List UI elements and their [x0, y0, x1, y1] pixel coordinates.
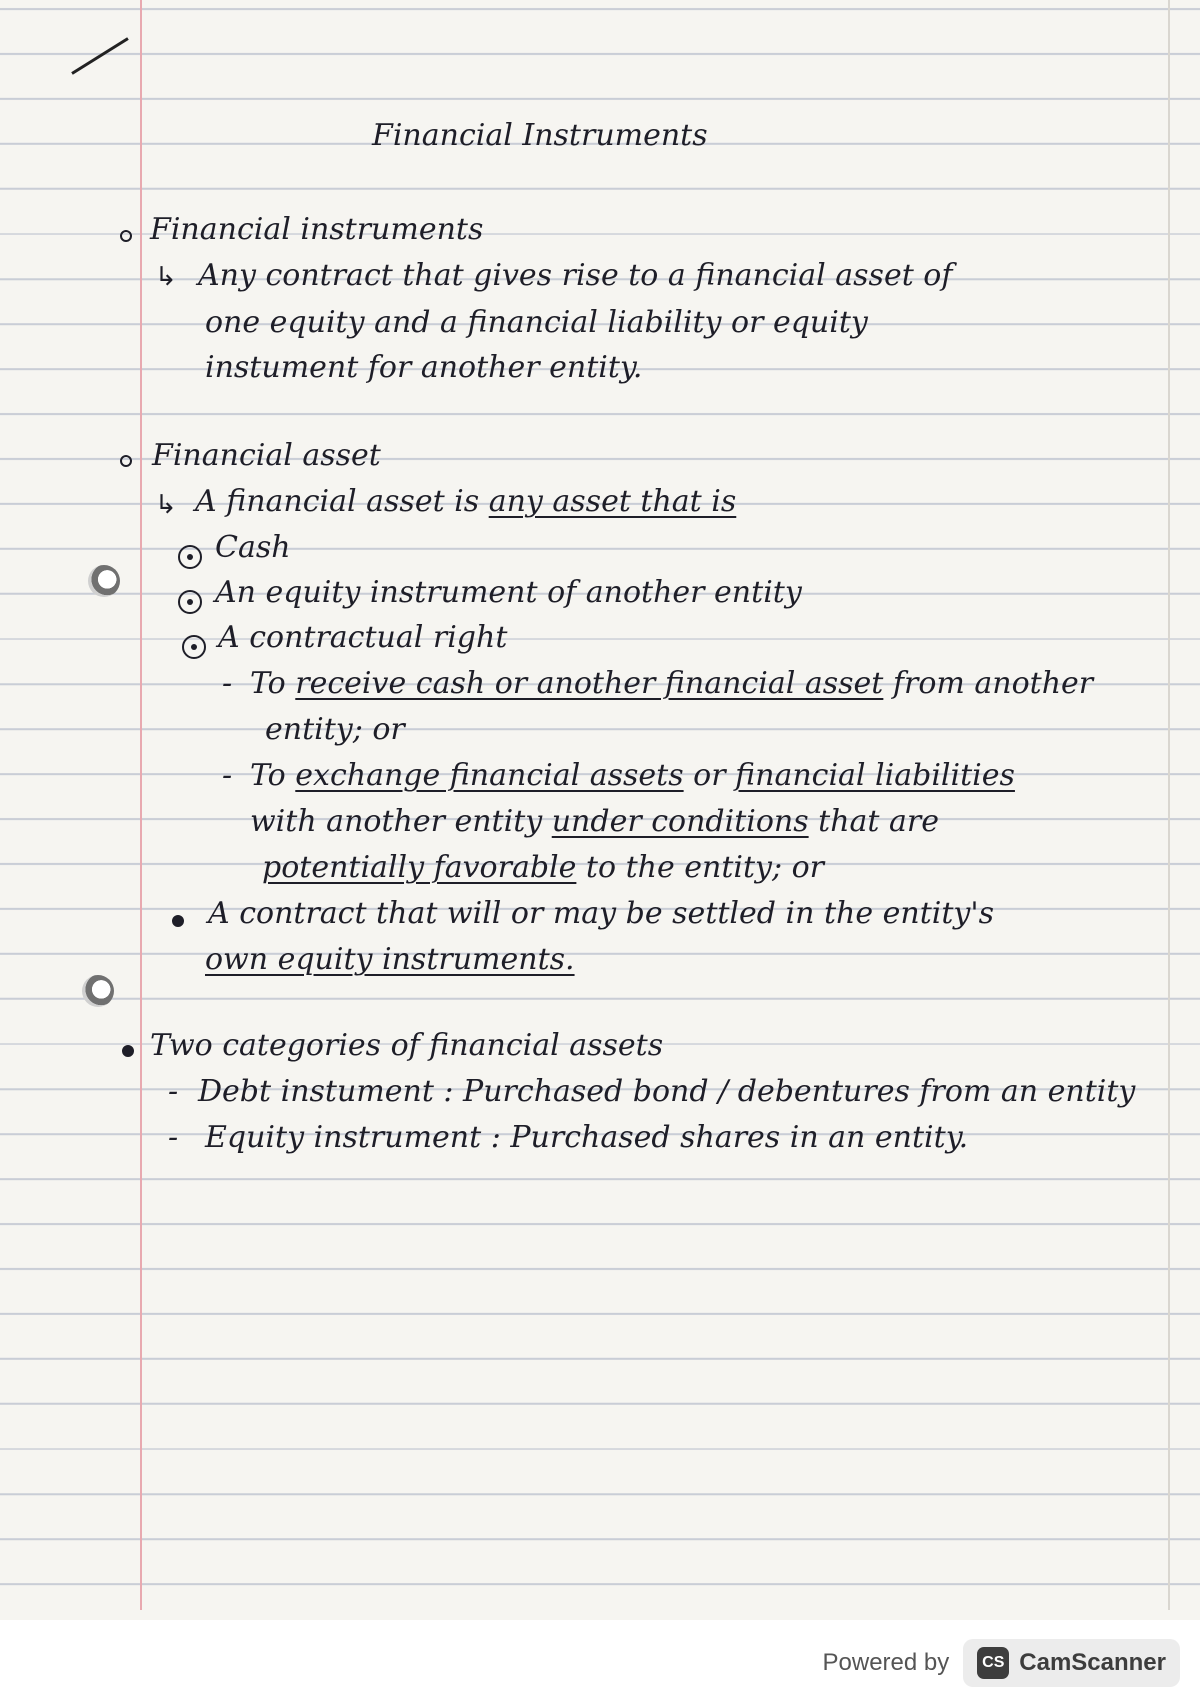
- bullet-filled-icon: [122, 1045, 134, 1057]
- powered-by-label: Powered by: [822, 1649, 950, 1676]
- page-edge: [1168, 0, 1170, 1610]
- bullet-hollow-icon: [120, 230, 132, 242]
- scanner-watermark: [823, 1635, 1180, 1691]
- sub-item-exchange-cont: [262, 850, 824, 885]
- sub-dash: -: [168, 1074, 179, 1109]
- sub-item-text: that are: [808, 804, 939, 839]
- binder-hole: [82, 975, 114, 1007]
- sub-item-text: To: [250, 758, 296, 793]
- camscanner-logo-icon: CS: [977, 1647, 1009, 1679]
- camscanner-badge: [963, 1639, 1180, 1687]
- camscanner-brand: CamScanner: [1019, 1649, 1166, 1676]
- sub-item-receive: [250, 666, 1093, 701]
- binder-hole: [88, 565, 120, 597]
- sub-item-text: with another entity: [250, 804, 552, 839]
- margin-line: [140, 0, 142, 1610]
- asset-item-cash: Cash: [215, 530, 291, 565]
- category-equity: Equity instrument : Purchased shares in an entity.: [205, 1120, 969, 1155]
- heading-financial-instruments: Financial instruments: [150, 212, 484, 247]
- sub-dash: -: [222, 758, 233, 793]
- heading-financial-asset: Financial asset: [152, 438, 381, 473]
- asset-item-contract-cont: own equity instruments.: [205, 942, 575, 977]
- bullet-filled-icon: [172, 915, 184, 927]
- circled-dot-icon: [178, 590, 202, 614]
- definition-line: Any contract that gives rise to a financial asset of: [198, 258, 953, 293]
- heading-two-categories: Two categories of financial assets: [150, 1028, 664, 1063]
- sub-item-receive-cont: entity; or: [265, 712, 405, 747]
- asset-definition-underlined: any asset that is: [488, 484, 737, 519]
- corner-slash-mark: [71, 37, 129, 75]
- arrow-return-icon: ↳: [155, 262, 177, 292]
- circled-dot-icon: [182, 635, 206, 659]
- asset-item-contractual-right: A contractual right: [218, 620, 508, 655]
- asset-item-contract: A contract that will or may be settled in the entity's: [208, 896, 995, 931]
- category-debt: Debt instument : Purchased bond / debentures from an entity: [198, 1074, 1136, 1109]
- definition-line: instument for another entity.: [205, 350, 643, 385]
- sub-item-underlined: under conditions: [551, 804, 809, 839]
- circled-dot-icon: [178, 545, 202, 569]
- sub-item-text: To: [250, 666, 296, 701]
- definition-line: one equity and a financial liability or equity: [205, 305, 868, 340]
- sub-item-text: from another: [883, 666, 1094, 701]
- sub-dash: -: [168, 1120, 179, 1155]
- asset-definition: [195, 484, 736, 519]
- sub-dash: -: [222, 666, 233, 701]
- page-title: Financial Instruments: [372, 118, 708, 153]
- bullet-hollow-icon: [120, 455, 132, 467]
- asset-definition-text: A financial asset is: [195, 484, 489, 519]
- sub-item-exchange-cont: [250, 804, 939, 839]
- sub-item-underlined: receive cash or another financial asset: [295, 666, 884, 701]
- sub-item-exchange: [250, 758, 1015, 793]
- sub-item-underlined: exchange financial assets: [295, 758, 684, 793]
- sub-item-underlined: financial liabilities: [735, 758, 1015, 793]
- sub-item-text: to the entity; or: [576, 850, 825, 885]
- sub-item-underlined: potentially favorable: [262, 850, 577, 885]
- asset-item-equity: An equity instrument of another entity: [215, 575, 802, 610]
- sub-item-text: or: [683, 758, 736, 793]
- arrow-return-icon: ↳: [155, 490, 177, 520]
